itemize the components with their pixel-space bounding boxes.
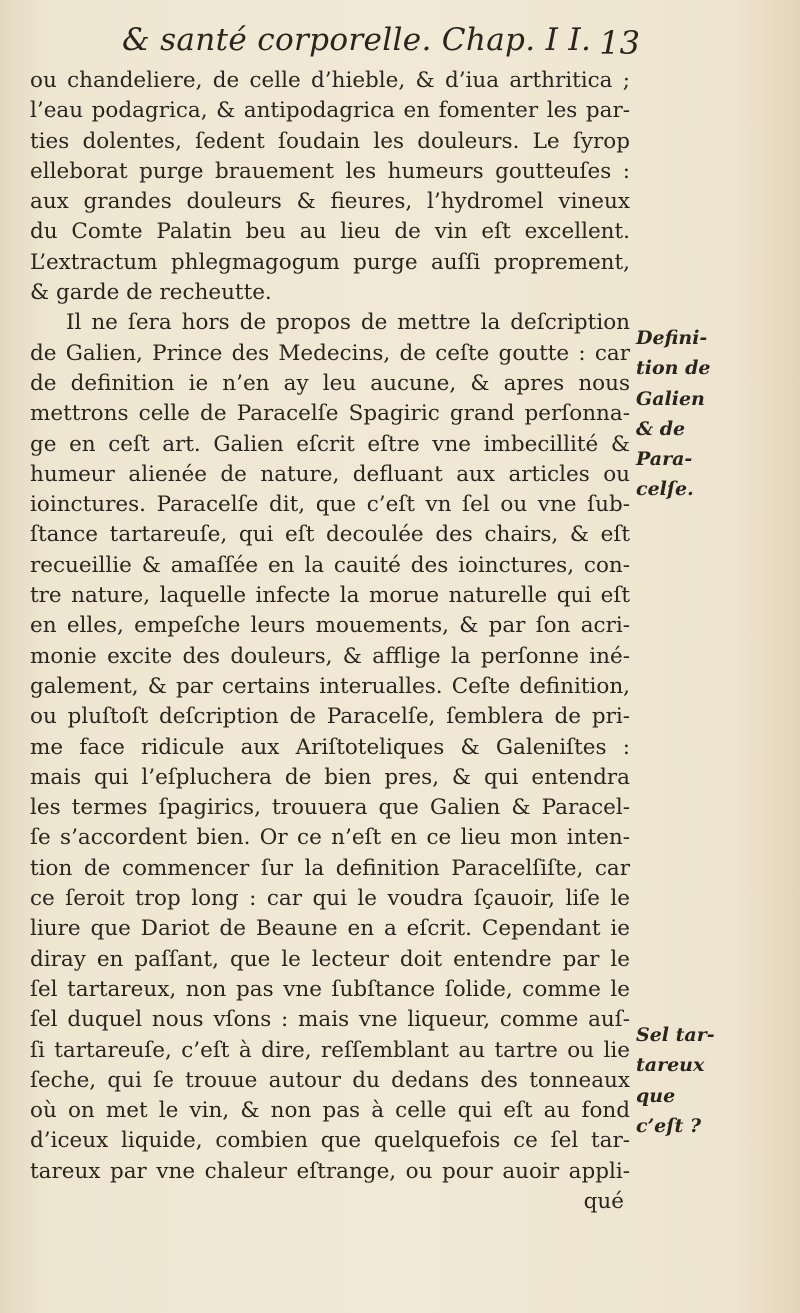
text-line: ties dolentes, ſedent ſoudain les douleurs. Le ſyrop [30,128,630,154]
text-line: l’eau podagrica, & antipodagrica en fomenter les par- [30,98,630,124]
text-line: ce ſeroit trop long : car qui le voudra ſçauoir, liſe le [30,886,630,912]
text-line: tre nature, laquelle infecte la morue naturelle qui eſt [30,583,630,609]
margin-note-line: tareux [636,1054,705,1077]
text-line: de definition ie n’en ay leu aucune, & apres nous [30,370,630,396]
margin-note-line: celſe. [636,478,694,501]
text-line: Il ne ſera hors de propos de mettre la deſcription [66,310,630,336]
text-line: ſtance tartareuſe, qui eſt decoulée des chairs, & eſt [30,522,630,548]
text-line: aux grandes douleurs & fieures, l’hydromel vineux [30,189,630,215]
margin-note-line: c’eſt ? [636,1114,701,1137]
text-line: du Comte Palatin beu au lieu de vin eſt excellent. [30,219,630,245]
text-line: liure que Dariot de Beaune en a eſcrit. Cependant ie [30,916,630,942]
text-line: ge en ceſt art. Galien eſcrit eſtre vne imbecillité & [30,431,630,457]
margin-note-line: tion de [636,357,711,380]
text-line: elleborat purge brauement les humeurs goutteuſes : [30,158,630,184]
text-line: en elles, empeſche leurs mouements, & par ſon acri- [30,613,630,639]
text-line: tion de commencer ſur la definition Paracelſiſte, car [30,855,630,881]
text-line: me face ridicule aux Ariſtoteliques & Galeniſtes : [30,734,630,760]
text-line: galement, & par certains interualles. Ceſte definition, [30,673,630,699]
text-line: d’iceux liquide, combien que quelquefois ce ſel tar- [30,1128,630,1154]
margin-note-line: Sel tar- [636,1024,715,1046]
text-line: mettrons celle de Paracelſe Spagiric grand perſonna- [30,401,630,427]
text-line: ioinctures. Paracelſe dit, que c’eſt vn ſel ou vne ſub- [30,492,630,518]
text-line: monie excite des douleurs, & afflige la perſonne iné- [30,643,630,669]
text-line: mais qui l’eſpluchera de bien pres, & qui entendra [30,764,630,790]
text-line: ſel duquel nous vſons : mais vne liqueur, comme auſ- [30,1007,630,1033]
margin-note-line: Galien [636,387,705,410]
page-header [110,22,650,70]
running-head: & santé corporelle. Chap. I I. [122,22,592,58]
catchword: qué [583,1188,624,1214]
margin-note-definition [636,323,736,505]
text-line: L’extractum phlegmagogum purge auſſi proprement, [30,249,630,275]
text-line: ou pluſtoſt deſcription de Paracelſe, ſemblera de pri- [30,704,630,730]
text-line: de Galien, Prince des Medecins, de ceſte goutte : car [30,340,630,366]
text-line: ſe s’accordent bien. Or ce n’eſt en ce lieu mon inten- [30,825,630,851]
text-line: diray en paſſant, que le lecteur doit entendre par le [30,946,630,972]
margin-note-sel-tartareux [636,1020,736,1141]
text-line: ou chandeliere, de celle d’hieble, & d’iua arthritica ; [30,68,630,93]
page-number: 13 [599,24,640,62]
margin-note-line: Defini- [636,327,708,349]
text-line: ſeche, qui ſe trouue autour du dedans des tonneaux [30,1067,630,1093]
text-line: où on met le vin, & non pas à celle qui eſt au fond [30,1098,630,1124]
text-line: tareux par vne chaleur eſtrange, ou pour auoir appli- [30,1158,630,1184]
margin-note-line: que [636,1084,676,1107]
text-line: recueillie & amaſſée en la cauité des ioinctures, con- [30,552,630,578]
text-line: ſel tartareux, non pas vne ſubſtance ſolide, comme le [30,976,630,1002]
margin-note-line: Para- [636,448,693,471]
body-text [30,66,630,1217]
text-line: humeur alienée de nature, defluant aux articles ou [30,461,630,487]
text-line: les termes ſpagirics, trouuera que Galien & Paracel- [30,795,630,821]
text-line: & garde de recheutte. [30,280,272,306]
text-line: ſi tartareuſe, c’eſt à dire, reſſemblant au tartre ou lie [30,1037,630,1063]
margin-note-line: & de [636,417,686,440]
